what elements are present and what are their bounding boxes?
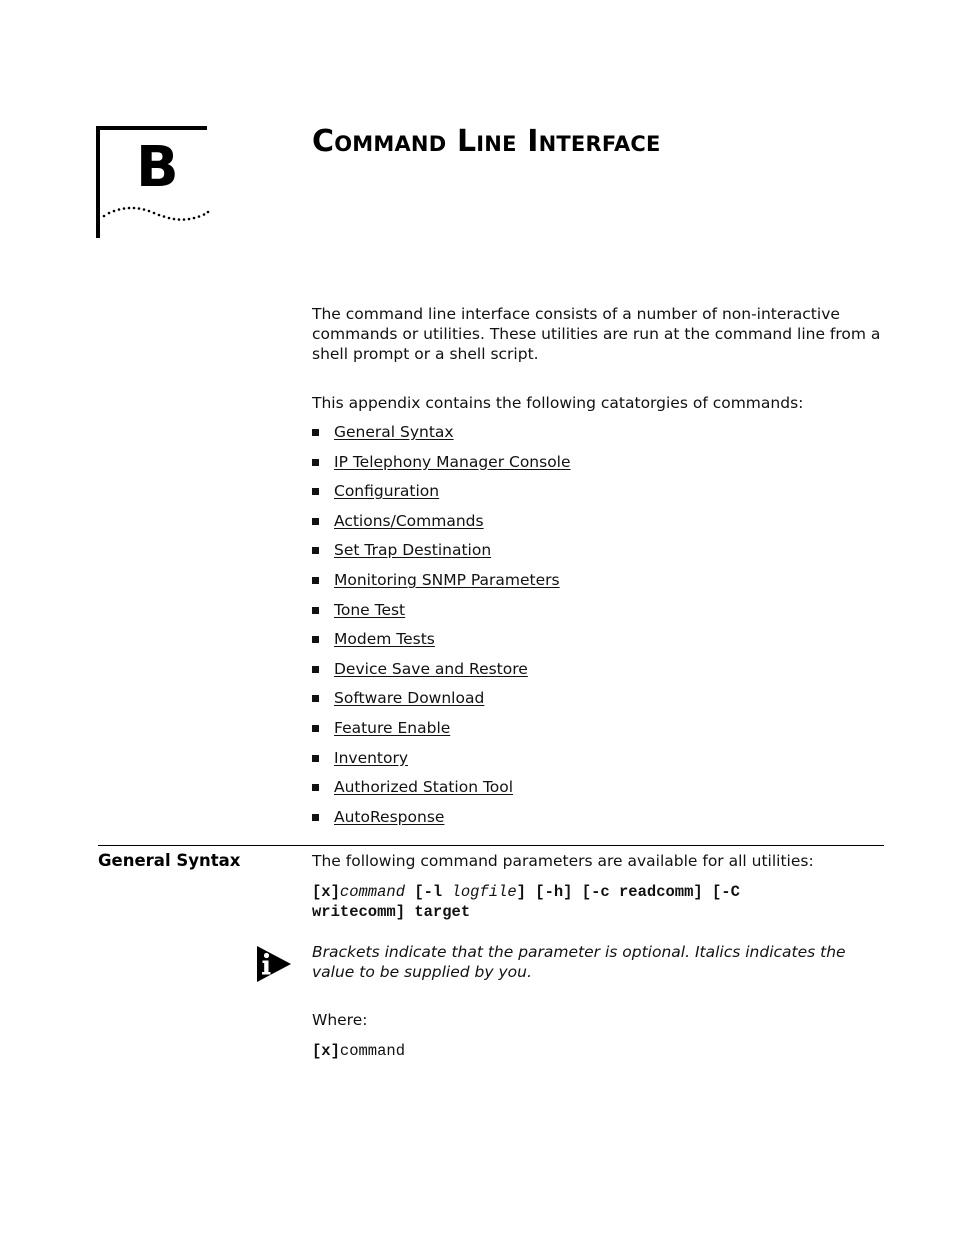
bullet-icon <box>312 429 319 436</box>
section-heading-general-syntax: General Syntax <box>98 851 241 870</box>
bullet-icon <box>312 636 319 643</box>
toc-link-authorized-station-tool[interactable]: Authorized Station Tool <box>334 778 514 797</box>
list-item <box>312 748 571 778</box>
bullet-icon <box>312 488 319 495</box>
list-item <box>312 452 571 482</box>
where-code-command: command <box>339 1042 406 1060</box>
section-divider <box>98 845 884 846</box>
syntax-prefix: [x] <box>312 883 340 901</box>
toc-link-set-trap-destination[interactable]: Set Trap Destination <box>334 541 492 560</box>
bullet-icon <box>312 695 319 702</box>
info-note: Brackets indicate that the parameter is optional. Italics indicates the value to be supplied by you. <box>312 943 846 981</box>
list-item <box>312 570 571 600</box>
bullet-icon <box>312 547 319 554</box>
toc-link-software-download[interactable]: Software Download <box>334 689 485 708</box>
toc-link-ip-telephony-manager-console[interactable]: IP Telephony Manager Console <box>334 452 571 471</box>
syntax-options-line2: writecomm] target <box>312 903 471 921</box>
toc-link-monitoring-snmp-parameters[interactable]: Monitoring SNMP Parameters <box>334 570 560 589</box>
list-item <box>312 718 571 748</box>
intro-paragraph: The command line interface consists of a number of non-interactive commands or utilities. These utilities are run at the command line from a shell prompt or a shell script. <box>312 305 881 363</box>
where-code <box>312 1041 887 1061</box>
bullet-icon <box>312 459 319 466</box>
syntax-logfile: logfile <box>451 883 517 901</box>
chapter-letter: B <box>136 135 179 200</box>
info-icon <box>256 945 292 983</box>
bullet-icon <box>312 666 319 673</box>
list-item <box>312 481 571 511</box>
list-intro: This appendix contains the following catatorgies of commands: <box>312 394 804 412</box>
list-item <box>312 422 571 452</box>
toc-link-inventory[interactable]: Inventory <box>334 748 409 767</box>
toc-link-feature-enable[interactable]: Feature Enable <box>334 718 451 737</box>
list-item <box>312 540 571 570</box>
bullet-icon <box>312 814 319 821</box>
list-item <box>312 688 571 718</box>
toc-link-autoresponse[interactable]: AutoResponse <box>334 807 445 826</box>
list-item <box>312 659 571 689</box>
toc-link-general-syntax[interactable]: General Syntax <box>334 423 454 441</box>
bullet-icon <box>312 725 319 732</box>
bullet-icon <box>312 755 319 762</box>
list-item <box>312 511 571 541</box>
list-item <box>312 777 571 807</box>
list-item <box>312 629 571 659</box>
list-item <box>312 600 571 630</box>
syntax-command: command <box>339 883 406 901</box>
toc-link-modem-tests[interactable]: Modem Tests <box>334 630 435 649</box>
list-item <box>312 807 571 837</box>
where-label: Where: <box>312 1011 368 1029</box>
bullet-icon <box>312 577 319 584</box>
bullet-icon <box>312 518 319 525</box>
syntax-log-option: [-l <box>405 883 452 901</box>
toc-list <box>312 422 571 836</box>
chapter-title: Command Line Interface <box>312 124 661 159</box>
syntax-options-line1: ] [-h] [-c readcomm] [-C <box>516 883 740 901</box>
syntax-intro: The following command parameters are available for all utilities: <box>312 852 814 870</box>
toc-link-device-save-and-restore[interactable]: Device Save and Restore <box>334 659 528 678</box>
bullet-icon <box>312 784 319 791</box>
toc-link-actions-commands[interactable]: Actions/Commands <box>334 511 484 530</box>
toc-link-tone-test[interactable]: Tone Test <box>334 600 406 619</box>
command-syntax <box>312 882 887 922</box>
where-code-prefix: [x] <box>312 1042 340 1060</box>
bullet-icon <box>312 607 319 614</box>
toc-link-configuration[interactable]: Configuration <box>334 482 440 501</box>
